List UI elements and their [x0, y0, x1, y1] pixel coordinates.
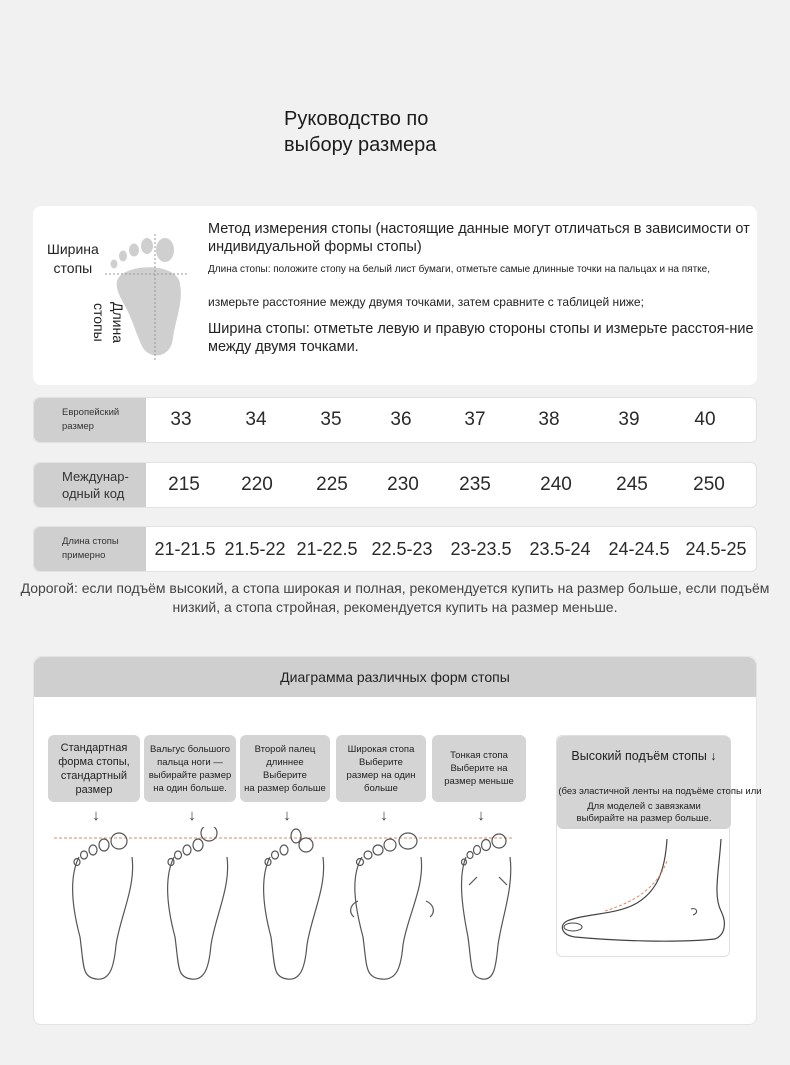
table-cell: 40: [694, 409, 716, 430]
foot-length-row-label: Длина стопы примерно: [34, 527, 146, 571]
table-cell: 230: [387, 474, 419, 495]
down-arrow-icon: ↓: [283, 807, 291, 824]
table-cell: 235: [459, 474, 491, 495]
length-instruction-2: измерьте расстояние между двумя точками, затем сравните с таблицей ниже;: [208, 295, 644, 309]
high-instep-note: (без эластичной ленты на подъёме стопы или: [558, 786, 762, 797]
down-arrow-icon: ↓: [380, 807, 388, 824]
down-arrow-icon: ↓: [92, 807, 100, 824]
foot-shapes-card: [33, 656, 762, 1025]
table-cell: 21-22.5: [296, 538, 358, 559]
down-arrow-icon: ↓: [477, 807, 485, 824]
table-cell: 23-23.5: [450, 538, 512, 559]
table-cell: 35: [320, 409, 342, 430]
eu-size-label: Европейский размер: [34, 398, 146, 442]
table-cell: 23.5-24: [529, 538, 591, 559]
table-cell: 225: [316, 474, 348, 495]
shape-thin-label: Тонкая стопа Выберите на размер меньше: [432, 735, 526, 802]
table-cell: 220: [241, 474, 273, 495]
width-instruction: Ширина стопы: отметьте левую и правую стороны стопы и измерьте расстоя-ние между двумя точками.: [208, 321, 754, 355]
shape-wide-label: Широкая стопа Выберите размер на один больше: [336, 735, 426, 802]
table-cell: 250: [693, 474, 725, 495]
table-cell: 33: [170, 409, 192, 430]
foot-width-label: Ширина стопы: [47, 241, 99, 276]
down-arrow-icon: ↓: [188, 807, 196, 824]
table-cell: 22.5-23: [371, 538, 433, 559]
intl-code-row: [33, 462, 757, 508]
table-cell: 38: [538, 409, 560, 430]
shape-second-toe-label: Второй палец длиннее Выберите на размер больше: [240, 735, 330, 802]
side-foot-illustration: [557, 831, 731, 956]
table-cell: 21-21.5: [154, 538, 216, 559]
table-cell: 37: [464, 409, 486, 430]
foot-length-row: [33, 526, 757, 572]
page-title: Руководство по выбору размера: [284, 108, 437, 156]
high-instep-title: Высокий подъём стопы ↓: [571, 749, 717, 763]
table-cell: 240: [540, 474, 572, 495]
shape-standard-label: Стандартная форма стопы, стандартный размер: [48, 735, 140, 802]
length-instruction-1: Длина стопы: положите стопу на белый лист бумаги, отметьте самые длинные точки на пальцах и на пятке,: [208, 264, 711, 275]
measurement-card: [33, 206, 757, 385]
table-cell: 36: [390, 409, 412, 430]
table-cell: 245: [616, 474, 648, 495]
foot-shapes-header: Диаграмма различных форм стопы: [34, 657, 756, 697]
table-cell: 21.5-22: [224, 538, 286, 559]
table-cell: 24-24.5: [608, 538, 670, 559]
intl-code-label: Междунар- одный код: [34, 463, 146, 507]
fit-advice-note: Дорогой: если подъём высокий, а стопа широкая и полная, рекомендуется купить на размер больше, если подъём низкий, а стопа стройная, рекомендуется купить на размер меньше.: [20, 580, 770, 615]
table-cell: 39: [618, 409, 640, 430]
foot-length-label: Длина стопы: [91, 302, 126, 343]
table-cell: 34: [245, 409, 267, 430]
eu-size-row: [33, 397, 757, 443]
foot-outlines-illustration: [44, 827, 524, 997]
table-cell: 24.5-25: [685, 538, 747, 559]
measure-method-text: Метод измерения стопы (настоящие данные могут отличаться в зависимости от индивидуальной формы стопы): [208, 221, 750, 255]
high-instep-lace-note: Для моделей с завязками выбирайте на размер больше.: [576, 801, 712, 824]
table-cell: 215: [168, 474, 200, 495]
shape-hallux-label: Вальгус большого пальца ноги — выбирайте размер на один больше.: [144, 735, 236, 802]
high-instep-card: [556, 735, 762, 957]
